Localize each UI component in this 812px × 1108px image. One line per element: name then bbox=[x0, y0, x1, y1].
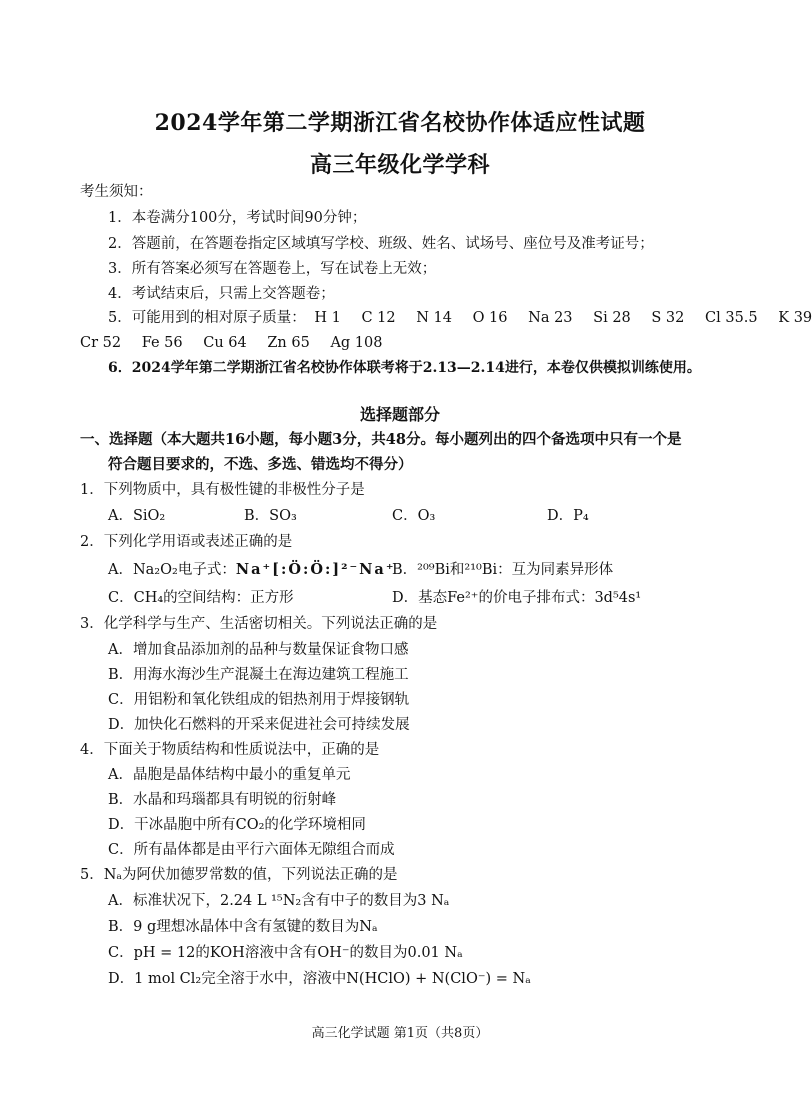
question-5-stem: 5．Nₐ为阿伏加德罗常数的值，下列说法正确的是 bbox=[80, 867, 398, 883]
atom-mass: K 39 bbox=[778, 310, 812, 326]
q2-option-a bbox=[108, 560, 395, 580]
q2-option-a-label: A．Na₂O₂电子式： bbox=[108, 562, 236, 578]
page-footer: 高三化学试题 第1页（共8页） bbox=[311, 1026, 489, 1041]
q3-option-b: B．用海水海沙生产混凝土在海边建筑工程施工 bbox=[108, 667, 409, 683]
q3-option-d: D．加快化石燃料的开采来促进社会可持续发展 bbox=[108, 717, 410, 733]
q4-option-d: D．干冰晶胞中所有CO₂的化学环境相同 bbox=[108, 817, 366, 833]
atom-mass: Na 23 bbox=[528, 310, 573, 326]
atom-mass: N 14 bbox=[416, 310, 452, 326]
q3-option-c: C．用铝粉和氧化铁组成的铝热剂用于焊接钢轨 bbox=[108, 692, 410, 708]
exam-title: 2024学年第二学期浙江省名校协作体适应性试题 bbox=[154, 110, 646, 136]
question-1-stem: 1．下列物质中，具有极性键的非极性分子是 bbox=[80, 482, 365, 498]
atom-mass: S 32 bbox=[651, 310, 685, 326]
notice-item-6: 6．2024学年第二学期浙江省名校协作体联考将于2.13—2.14进行，本卷仅供模拟训练使用。 bbox=[108, 360, 701, 376]
atom-mass: Ag 108 bbox=[330, 335, 383, 351]
q5-option-d: D．1 mol Cl₂完全溶于水中，溶液中N(HClO) + N(ClO⁻) = Nₐ bbox=[108, 971, 531, 987]
atom-mass: Si 28 bbox=[593, 310, 631, 326]
q1-option-a: A．SiO₂ bbox=[108, 508, 166, 524]
q1-option-b: B．SO₃ bbox=[244, 508, 297, 524]
section-title: 选择题部分 bbox=[359, 405, 440, 424]
notice-heading: 考生须知： bbox=[80, 184, 153, 200]
notice-item-5-cont bbox=[80, 333, 398, 353]
atom-mass: Fe 56 bbox=[141, 335, 183, 351]
question-4-stem: 4．下面关于物质结构和性质说法中，正确的是 bbox=[80, 742, 380, 758]
atoms-label: 5．可能用到的相对原子质量： bbox=[108, 310, 306, 326]
q3-option-a: A．增加食品添加剂的品种与数量保证食物口感 bbox=[108, 642, 409, 658]
q4-option-c: C．所有晶体都是由平行六面体无隙组合而成 bbox=[108, 842, 395, 858]
question-2-stem: 2．下列化学用语或表述正确的是 bbox=[80, 534, 293, 550]
atom-mass: H 1 bbox=[314, 310, 341, 326]
notice-item-2: 2．答题前，在答题卷指定区域填写学校、班级、姓名、试场号、座位号及准考证号； bbox=[108, 236, 654, 252]
question-3-stem: 3．化学科学与生产、生活密切相关。下列说法正确的是 bbox=[80, 616, 438, 632]
q4-option-a: A．晶胞是晶体结构中最小的重复单元 bbox=[108, 767, 351, 783]
q5-option-c: C．pH = 12的KOH溶液中含有OH⁻的数目为0.01 Nₐ bbox=[108, 945, 463, 961]
q2-option-c: C．CH₄的空间结构：正方形 bbox=[108, 590, 294, 606]
q1-option-d: D．P₄ bbox=[547, 508, 589, 524]
notice-item-1: 1．本卷满分100分，考试时间90分钟； bbox=[108, 210, 367, 226]
atom-mass: Zn 65 bbox=[267, 335, 310, 351]
part-instructions-2: 符合题目要求的，不选、多选、错选均不得分） bbox=[108, 456, 413, 473]
q2-option-b: B．²⁰⁹Bi和²¹⁰Bi：互为同素异形体 bbox=[392, 562, 614, 578]
atom-mass: C 12 bbox=[361, 310, 396, 326]
notice-item-4: 4．考试结束后，只需上交答题卷； bbox=[108, 286, 335, 302]
q4-option-b: B．水晶和玛瑙都具有明锐的衍射峰 bbox=[108, 792, 337, 808]
exam-subtitle: 高三年级化学学科 bbox=[309, 152, 490, 178]
notice-item-5 bbox=[108, 308, 812, 328]
q5-option-b: B．9 g理想冰晶体中含有氢键的数目为Nₐ bbox=[108, 919, 378, 935]
electron-formula: Na⁺[:Ö:Ö:]²⁻Na⁺ bbox=[235, 561, 396, 578]
q5-option-a: A．标准状况下，2.24 L ¹⁵N₂含有中子的数目为3 Nₐ bbox=[108, 893, 450, 909]
part-instructions-1: 一、选择题（本大题共16小题，每小题3分，共48分。每小题列出的四个备选项中只有一个是 bbox=[80, 431, 682, 448]
q1-option-c: C．O₃ bbox=[392, 508, 436, 524]
atom-mass: Cl 35.5 bbox=[705, 310, 758, 326]
atom-mass: O 16 bbox=[472, 310, 508, 326]
notice-item-3: 3．所有答案必须写在答题卷上，写在试卷上无效； bbox=[108, 261, 437, 277]
q2-option-d: D．基态Fe²⁺的价电子排布式：3d⁵4s¹ bbox=[392, 590, 642, 606]
atom-mass: Cr 52 bbox=[80, 335, 122, 351]
atom-mass: Cu 64 bbox=[203, 335, 247, 351]
